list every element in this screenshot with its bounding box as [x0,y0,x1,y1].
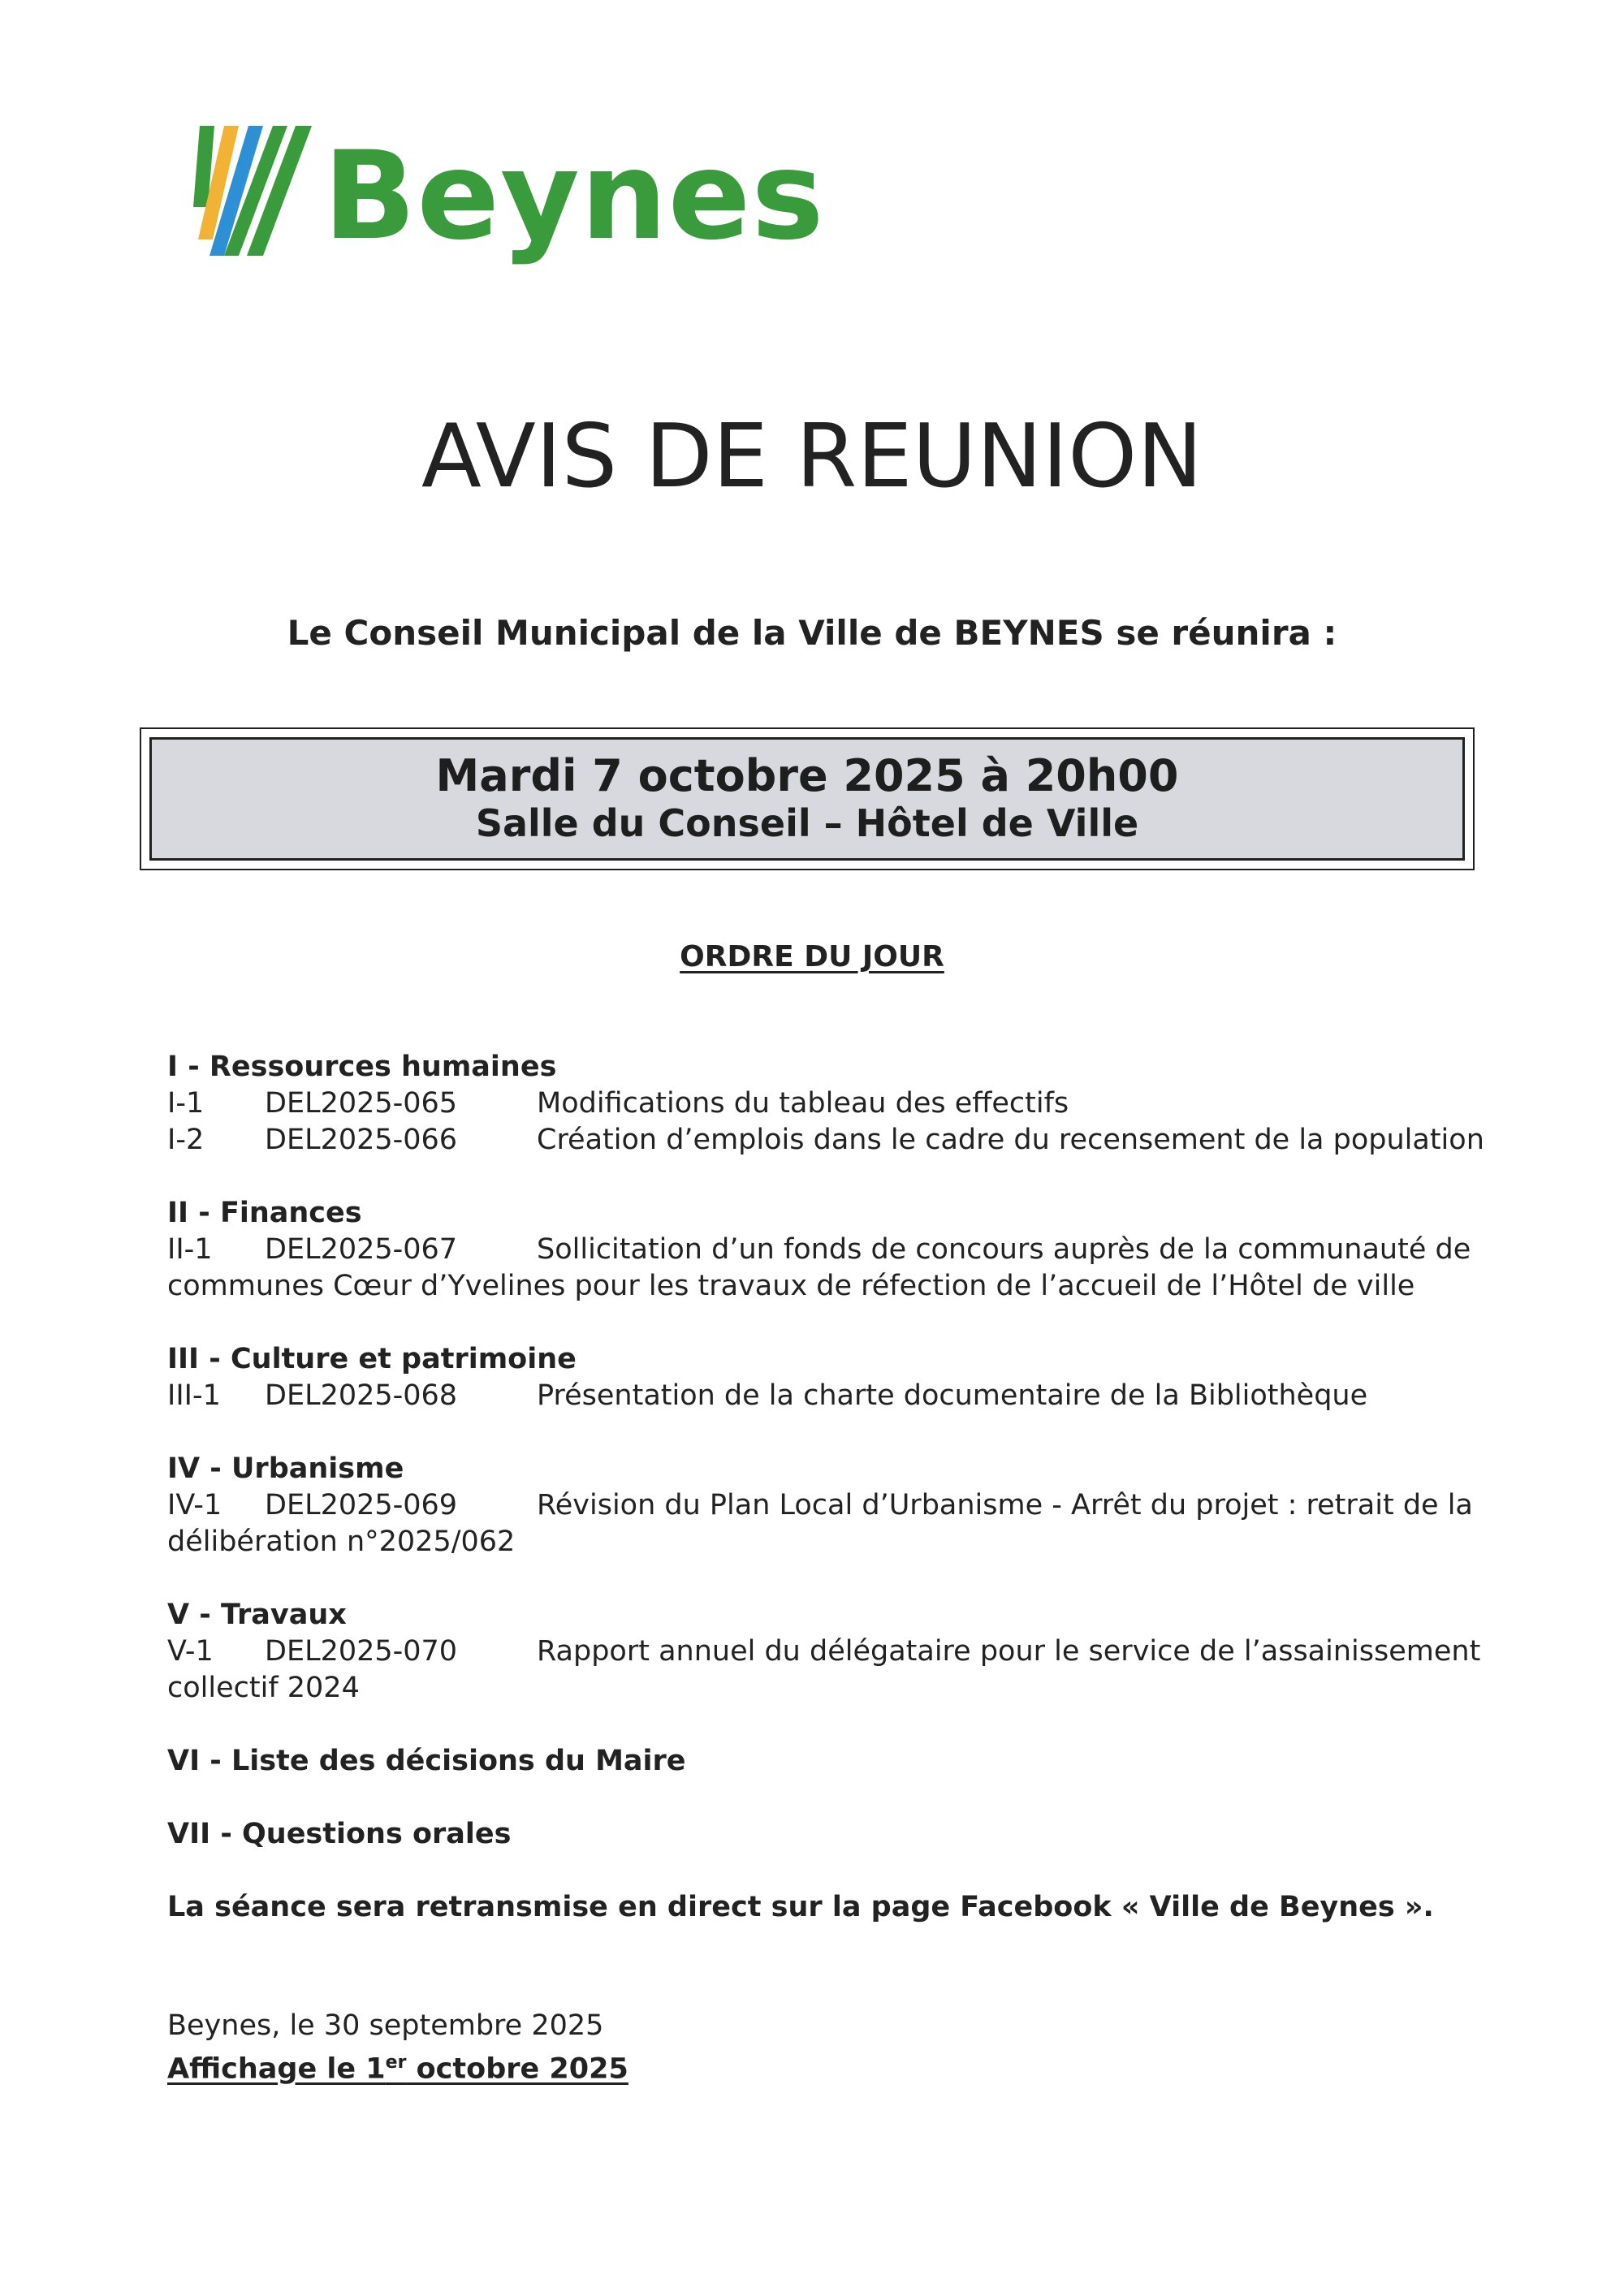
meeting-box [140,727,1475,870]
posting-superscript: er [385,2052,407,2073]
item-code: DEL2025-069 [265,1489,458,1521]
agenda-item [167,1378,1450,1414]
agenda-section [167,1597,1481,1707]
item-text: Création d’emplois dans le cadre du recensement de la population [537,1124,1484,1156]
meeting-date-time: Mardi 7 octobre 2025 à 20h00 [435,750,1179,802]
meeting-location: Salle du Conseil – Hôtel de Ville [475,801,1139,846]
item-text: Sollicitation d’un fonds de concours auprès de la communauté de [537,1233,1471,1266]
agenda-section [167,1341,1450,1414]
item-text: Modifications du tableau des effectifs [537,1087,1069,1120]
item-text: Rapport annuel du délégataire pour le service de l’assainissement [537,1635,1481,1668]
section-heading: III - Culture et patrimoine [167,1343,577,1375]
logo-wordmark: Beynes [323,126,825,267]
questions-heading: VII - Questions orales [167,1818,512,1850]
agenda [167,1049,1484,1926]
posting-suffix: octobre 2025 [406,2052,628,2086]
item-code: DEL2025-070 [265,1635,458,1668]
item-code: DEL2025-068 [265,1379,458,1412]
item-number: II-1 [167,1233,213,1266]
broadcast-notice: La séance sera retransmise en direct sur la page Facebook « Ville de Beynes ». [167,1891,1434,1923]
item-text: Présentation de la charte documentaire de la Bibliothèque [537,1379,1368,1412]
section-heading: I - Ressources humaines [167,1051,557,1083]
item-number: I-1 [167,1087,205,1120]
agenda-item [167,1232,1471,1305]
item-code: DEL2025-065 [265,1087,458,1120]
section-heading: V - Travaux [167,1599,347,1631]
agenda-section [167,1451,1473,1560]
item-number: V-1 [167,1635,214,1668]
item-text-continuation: communes Cœur d’Yvelines pour les travaux de réfection de l’accueil de l’Hôtel de ville [167,1270,1415,1302]
place-date: Beynes, le 30 septembre 2025 [167,2009,604,2042]
item-number: IV-1 [167,1489,222,1521]
item-number: III-1 [167,1379,221,1412]
posting-date [167,2044,628,2088]
item-code: DEL2025-067 [265,1233,458,1266]
posting-prefix: Affichage le 1 [167,2052,386,2086]
decisions-heading: VI - Liste des décisions du Maire [167,1745,686,1777]
section-heading: IV - Urbanisme [167,1452,404,1485]
logo-stripes-icon [193,118,331,272]
meeting-box-inner [149,737,1465,861]
page-title: AVIS DE REUNION [421,406,1203,507]
agenda-item [167,1634,1481,1707]
item-code: DEL2025-066 [265,1124,458,1156]
agenda-section [167,1195,1471,1305]
footer [167,2008,628,2088]
intro-text: Le Conseil Municipal de la Ville de BEYNES se réunira : [287,613,1337,653]
agenda-item [167,1085,1450,1122]
item-number: I-2 [167,1124,205,1156]
agenda-item [167,1122,1484,1159]
agenda-title: ORDRE DU JOUR [680,940,944,973]
section-heading: II - Finances [167,1197,362,1229]
item-text-continuation: collectif 2024 [167,1672,360,1704]
item-text-continuation: délibération n°2025/062 [167,1526,516,1558]
item-text: Révision du Plan Local d’Urbanisme - Arrêt du projet : retrait de la [537,1489,1473,1521]
beynes-logo [193,106,825,284]
agenda-item [167,1487,1473,1560]
agenda-section [167,1049,1484,1159]
